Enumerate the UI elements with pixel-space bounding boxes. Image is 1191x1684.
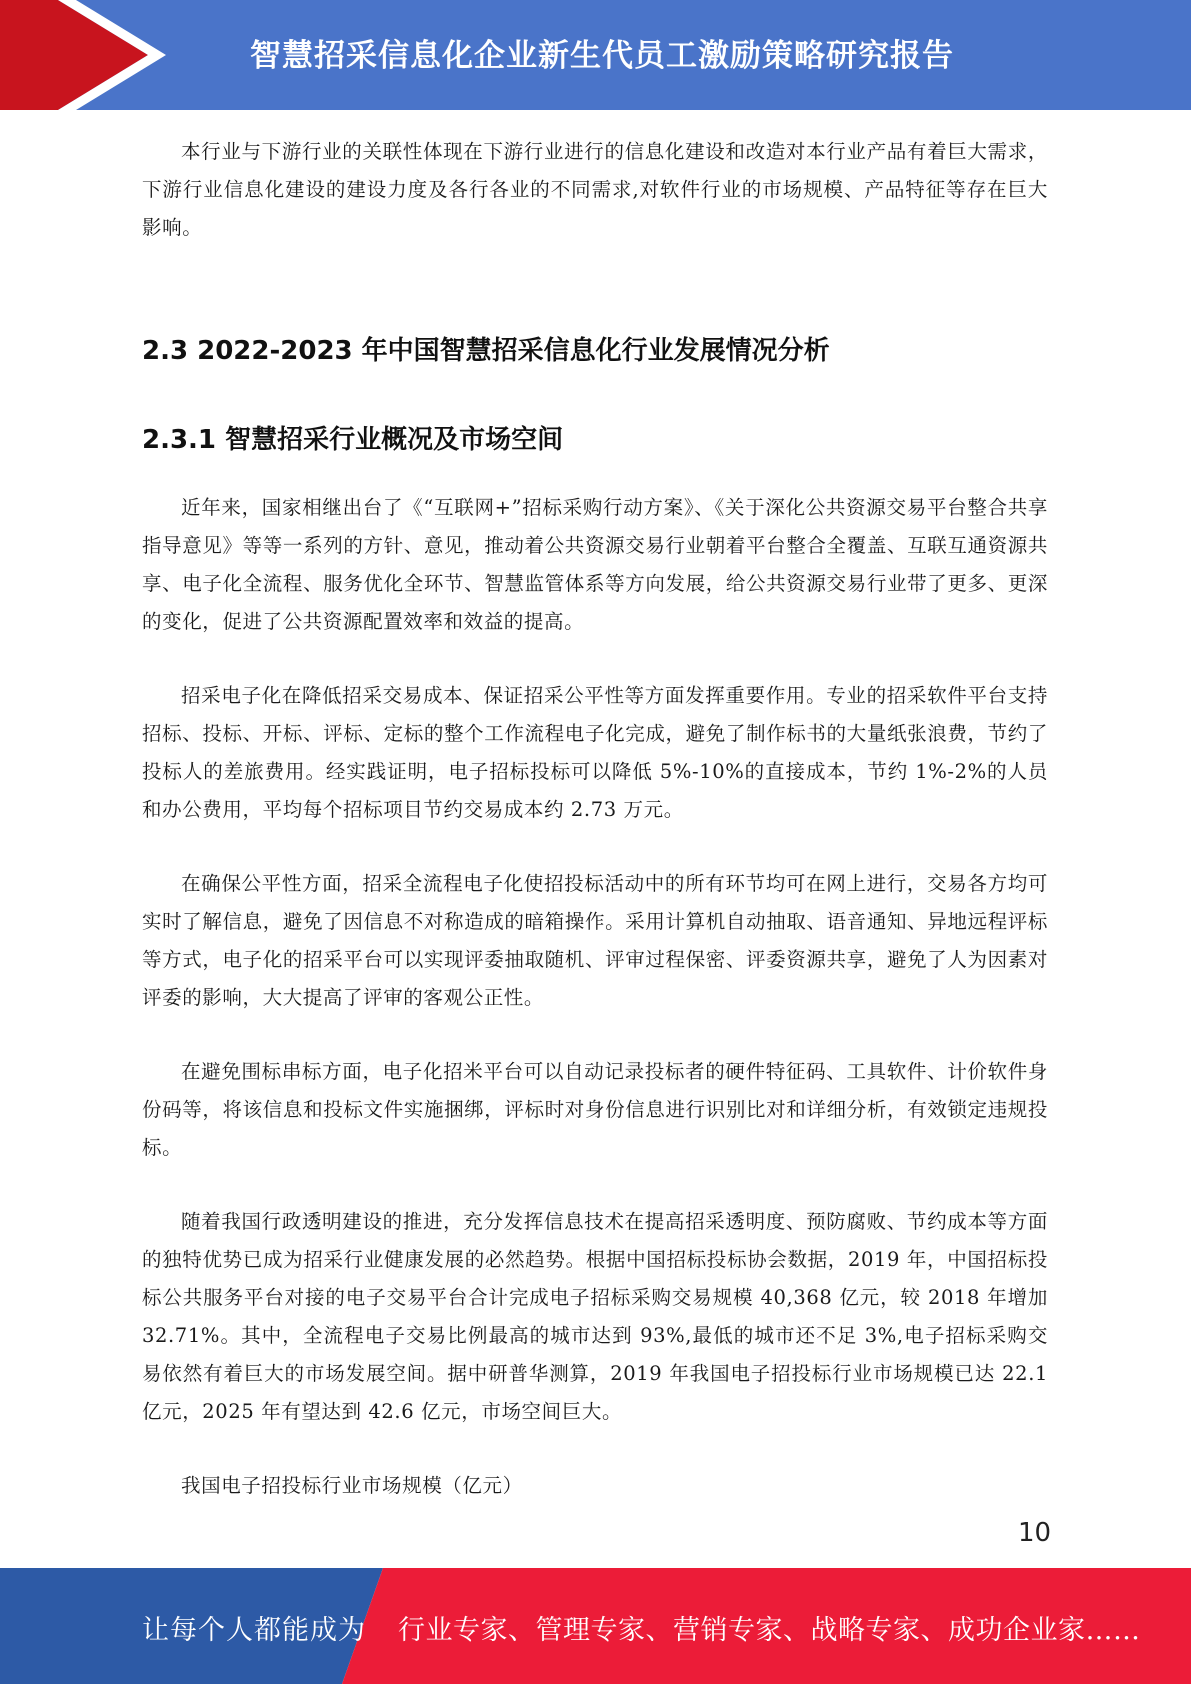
body-top — [142, 133, 1048, 247]
page-number: 10 — [1018, 1518, 1052, 1548]
paragraph: 随着我国行政透明建设的推进，充分发挥信息技术在提高招采透明度、预防腐败、节约成本等方面的独特优势已成为招采行业健康发展的必然趋势。根据中国招标投标协会数据，2019 年，中国招标投标公共服务平台对接的电子交易平台合计完成电子招标采购交易规模 40,368 亿元，较 2018 年增加 32.71%。其中，全流程电子交易比例最高的城市达到 93%,最低的城市还不足 3%,电子招标采购交易依然有着巨大的市场发展空间。据中研普华测算，2019 年我国电子招投标行业市场规模已达 22.1 亿元，2025 年有望达到 42.6 亿元，市场空间巨大。 — [142, 1210, 1048, 1423]
footer-slogan-right: 行业专家、管理专家、营销专家、战略专家、成功企业家…… — [398, 1615, 1141, 1646]
paragraph: 近年来，国家相继出台了《“互联网+”招标采购行动方案》、《关于深化公共资源交易平台整合共享指导意见》等等一系列的方针、意见，推动着公共资源交易行业朝着平台整合全覆盖、互联互通资源共享、电子化全流程、服务优化全环节、智慧监管体系等方向发展，给公共资源交易行业带了更多、更深的变化，促进了公共资源配置效率和效益的提高。 — [142, 496, 1048, 633]
subsection-heading: 2.3.1 智慧招采行业概况及市场空间 — [142, 425, 564, 455]
body-main — [142, 489, 1048, 1505]
header-title: 智慧招采信息化企业新生代员工激励策略研究报告 — [250, 38, 954, 74]
paragraph: 本行业与下游行业的关联性体现在下游行业进行的信息化建设和改造对本行业产品有着巨大需求，下游行业信息化建设的建设力度及各行各业的不同需求,对软件行业的市场规模、产品特征等存在巨大影响。 — [142, 140, 1048, 239]
page-header — [0, 0, 1191, 110]
paragraph: 招采电子化在降低招采交易成本、保证招采公平性等方面发挥重要作用。专业的招采软件平台支持招标、投标、开标、评标、定标的整个工作流程电子化完成，避免了制作标书的大量纸张浪费，节约了投标人的差旅费用。经实践证明，电子招标投标可以降低 5%-10%的直接成本，节约 1%-2%的人员和办公费用，平均每个招标项目节约交易成本约 2.73 万元。 — [142, 684, 1048, 821]
page-footer — [0, 1568, 1191, 1684]
paragraph: 在避免围标串标方面，电子化招米平台可以自动记录投标者的硬件特征码、工具软件、计价软件身份码等，将该信息和投标文件实施捆绑，评标时对身份信息进行识别比对和详细分析，有效锁定违规投标。 — [142, 1060, 1048, 1159]
chart-caption: 我国电子招投标行业市场规模（亿元） — [181, 1474, 523, 1497]
footer-slogan-left: 让每个人都能成为 — [142, 1615, 366, 1646]
paragraph: 在确保公平性方面，招采全流程电子化使招投标活动中的所有环节均可在网上进行，交易各方均可实时了解信息，避免了因信息不对称造成的暗箱操作。采用计算机自动抽取、语音通知、异地远程评标等方式，电子化的招采平台可以实现评委抽取随机、评审过程保密、评委资源共享，避免了人为因素对评委的影响，大大提高了评审的客观公正性。 — [142, 872, 1048, 1009]
section-heading: 2.3 2022-2023 年中国智慧招采信息化行业发展情况分析 — [142, 336, 830, 366]
